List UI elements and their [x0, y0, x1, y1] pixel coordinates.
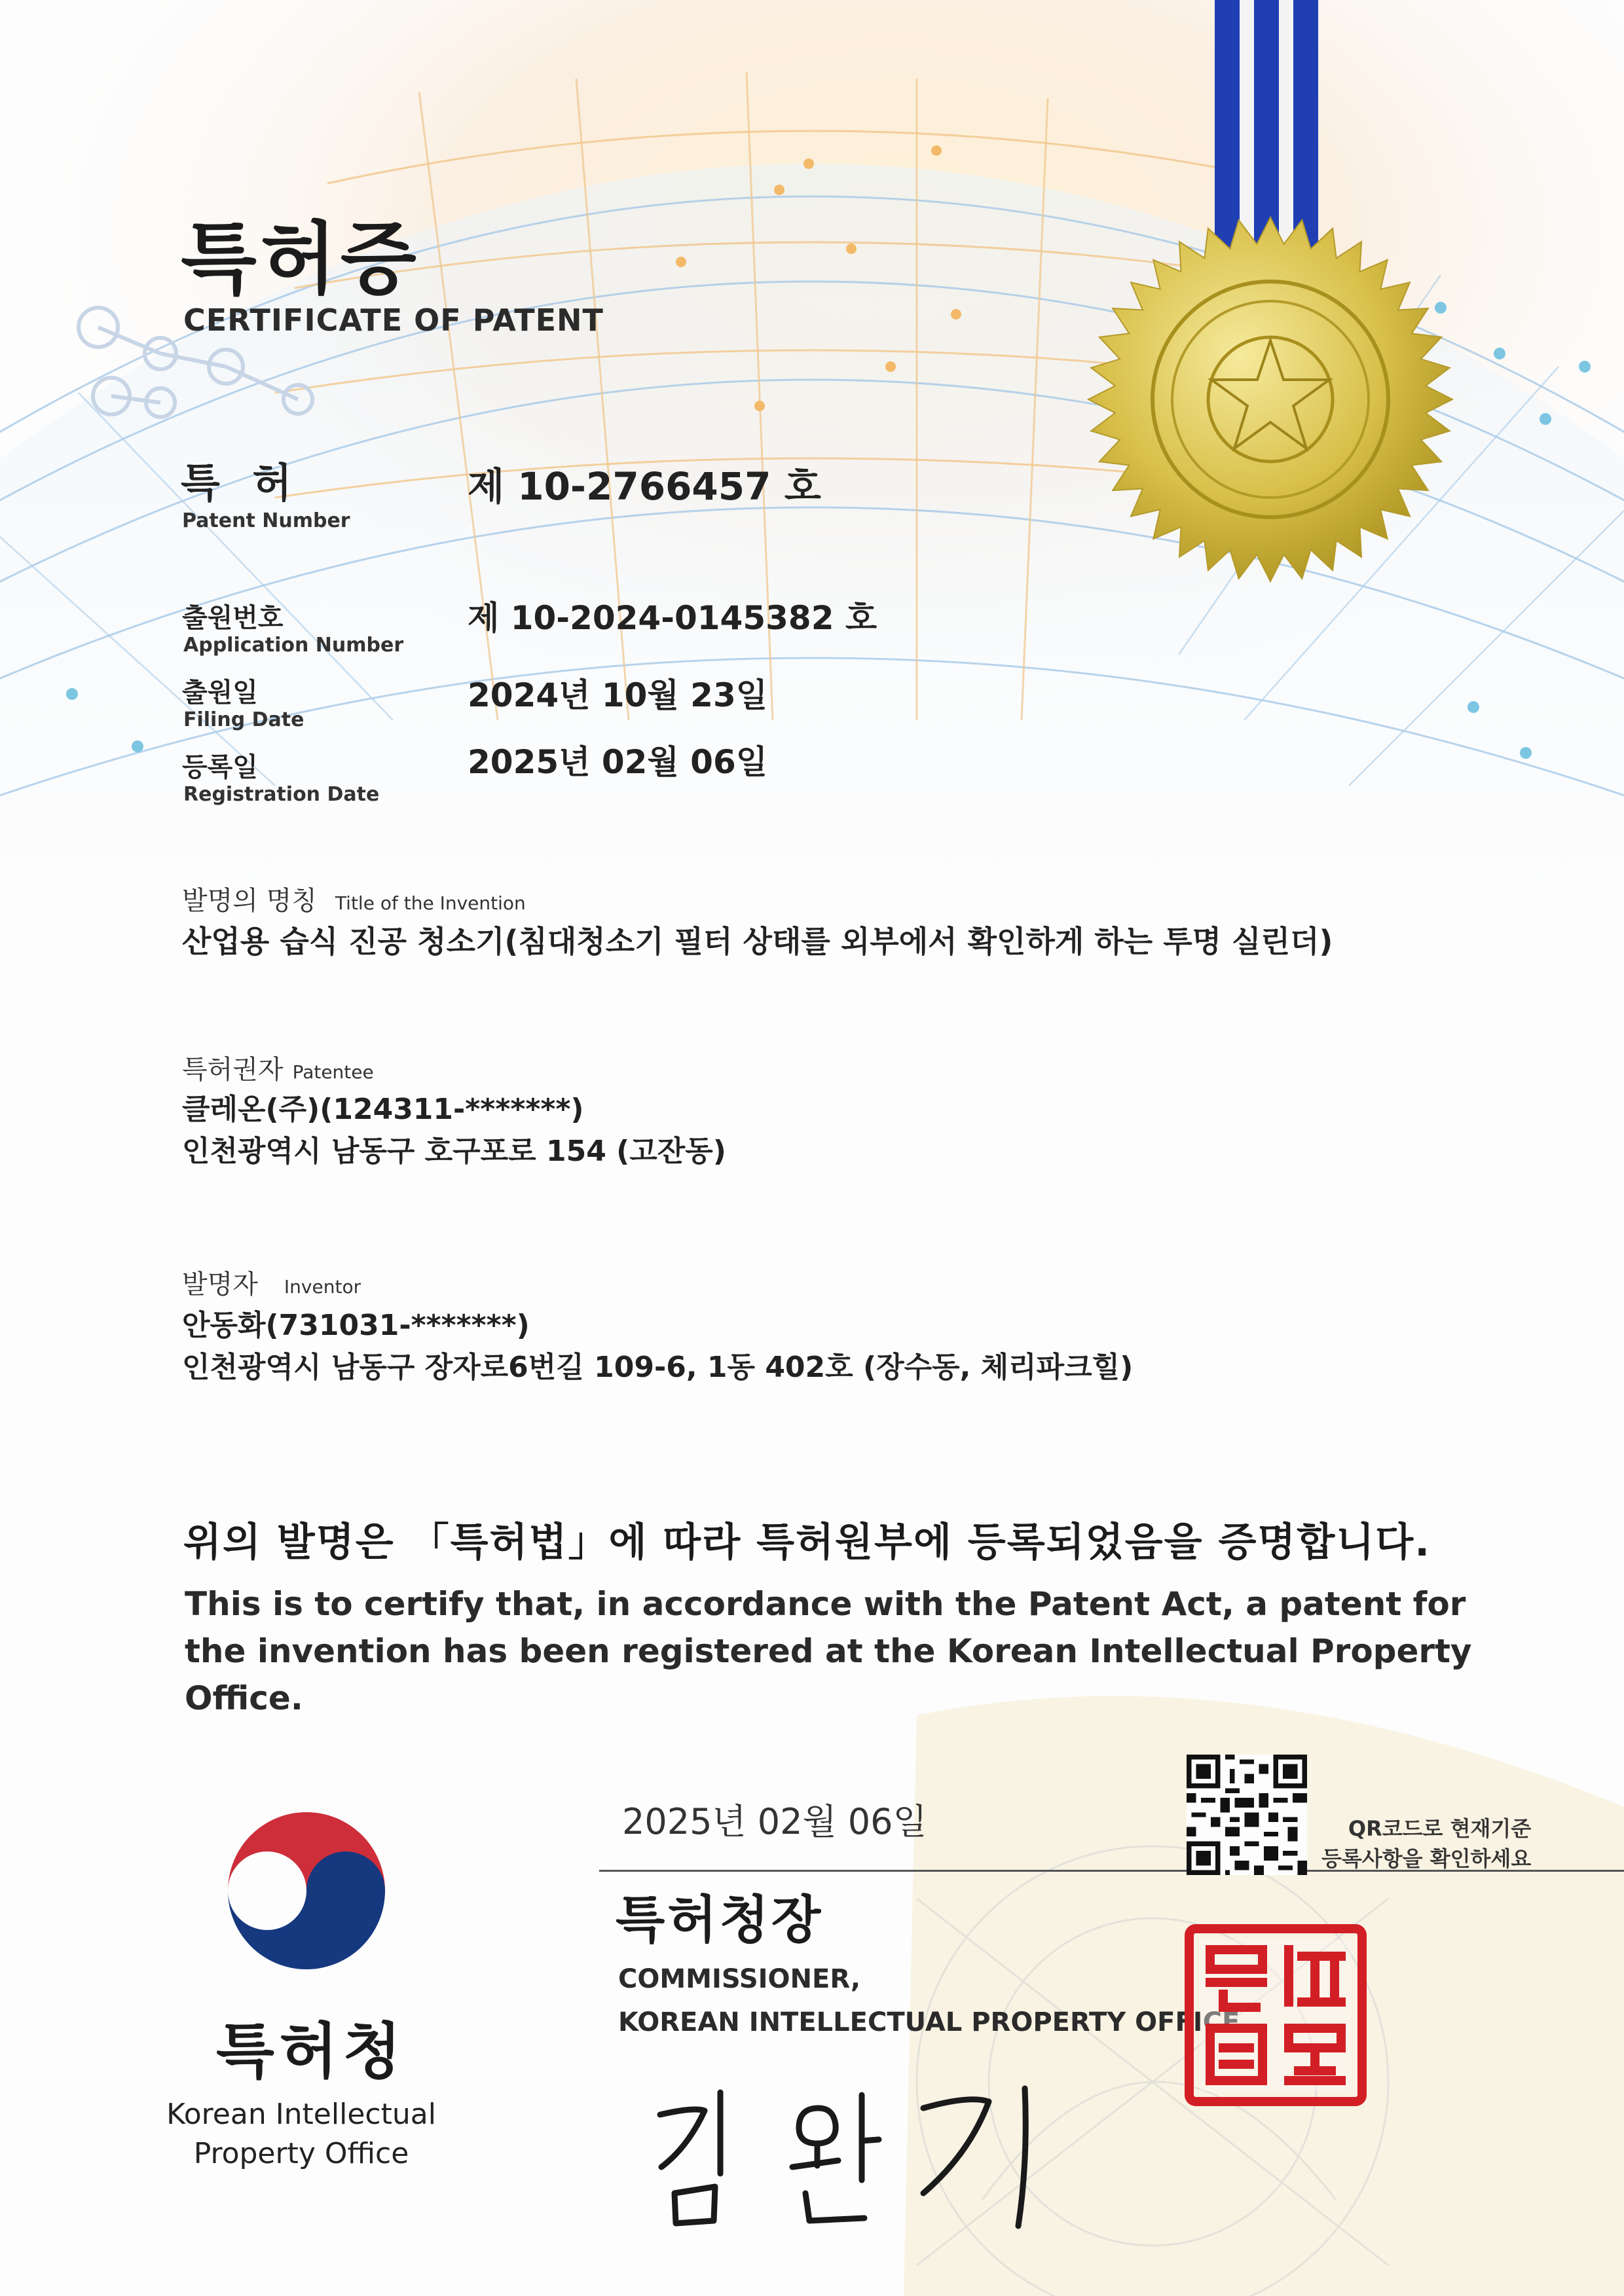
- kipo-name-ko: 특허청: [216, 2016, 407, 2086]
- certification-statement-en: This is to certify that, in accordance with the Patent Act, a patent for the invention has been registered at the Korean Intellectual Property Office.: [185, 1585, 1472, 1717]
- certification-statement-ko: 위의 발명은 「특허법」에 따라 특허원부에 등록되었음을 증명합니다.: [183, 1520, 1431, 1565]
- qr-note-line1: QR코드로 현재기준: [1348, 1816, 1532, 1841]
- commissioner-signature: [642, 2069, 1048, 2232]
- certificate-title-en: CERTIFICATE OF PATENT: [183, 302, 604, 338]
- application-number-label-en: Application Number: [183, 634, 404, 657]
- inventor-label-en: Inventor: [284, 1276, 361, 1298]
- invention-label-ko: 발명의 명칭: [182, 886, 317, 916]
- commissioner-title-en-line1: COMMISSIONER,: [618, 1964, 861, 1994]
- official-red-stamp: [1184, 1923, 1367, 2107]
- inventor-label-ko: 발명자: [182, 1269, 258, 1300]
- patentee-label-ko: 특허권자: [182, 1055, 284, 1085]
- commissioner-title-en-line2: KOREAN INTELLECTUAL PROPERTY OFFICE: [618, 2007, 1240, 2037]
- kipo-name-en-line2: Property Office: [193, 2137, 409, 2170]
- certificate-title-ko: 특허증: [181, 214, 420, 305]
- invention-label-en: Title of the Invention: [335, 892, 526, 914]
- inventor-label: [182, 1264, 361, 1301]
- gold-seal-icon: [1067, 210, 1473, 589]
- commissioner-title-ko: 특허청장: [616, 1891, 824, 1950]
- inventor-name: 안동화(731031-*******): [182, 1309, 530, 1342]
- patentee-label: [182, 1049, 374, 1086]
- patentee-address: 인천광역시 남동구 호구포로 154 (고잔동): [182, 1135, 726, 1168]
- registration-date-value: 2025년 02월 06일: [468, 743, 768, 781]
- registration-date-label-ko: 등록일: [182, 752, 258, 782]
- qr-note: [1321, 1813, 1531, 1874]
- application-number-label-ko: 출원번호: [182, 603, 284, 633]
- commissioner-title-en: [618, 1958, 1240, 2044]
- invention-label: [182, 880, 526, 917]
- patent-number-label-ko: 특 허: [181, 459, 301, 507]
- application-number-value: 제 10-2024-0145382 호: [468, 599, 877, 637]
- issue-date: 2025년 02월 06일: [622, 1801, 927, 1842]
- filing-date-value: 2024년 10월 23일: [468, 676, 768, 714]
- patent-number-value: 제 10-2766457 호: [468, 464, 821, 509]
- invention-title-value: 산업용 습식 진공 청소기(침대청소기 필터 상태를 외부에서 확인하게 하는 투명 실린더): [182, 924, 1333, 959]
- patentee-label-en: Patentee: [292, 1061, 374, 1083]
- kipo-taegeuk-logo-icon: [208, 1793, 405, 1989]
- inventor-address: 인천광역시 남동구 장자로6번길 109-6, 1동 402호 (장수동, 체리파크힐): [182, 1351, 1134, 1384]
- registration-date-label-en: Registration Date: [183, 783, 380, 806]
- patentee-name: 클레온(주)(124311-*******): [182, 1093, 584, 1126]
- filing-date-label-ko: 출원일: [182, 678, 258, 708]
- kipo-name-en-line1: Korean Intellectual: [166, 2098, 436, 2131]
- qr-note-line2: 등록사항을 확인하세요: [1321, 1846, 1532, 1871]
- qr-code[interactable]: [1187, 1755, 1307, 1875]
- kipo-name-en: [157, 2095, 445, 2174]
- patent-number-label-en: Patent Number: [182, 509, 350, 532]
- filing-date-label-en: Filing Date: [183, 708, 304, 731]
